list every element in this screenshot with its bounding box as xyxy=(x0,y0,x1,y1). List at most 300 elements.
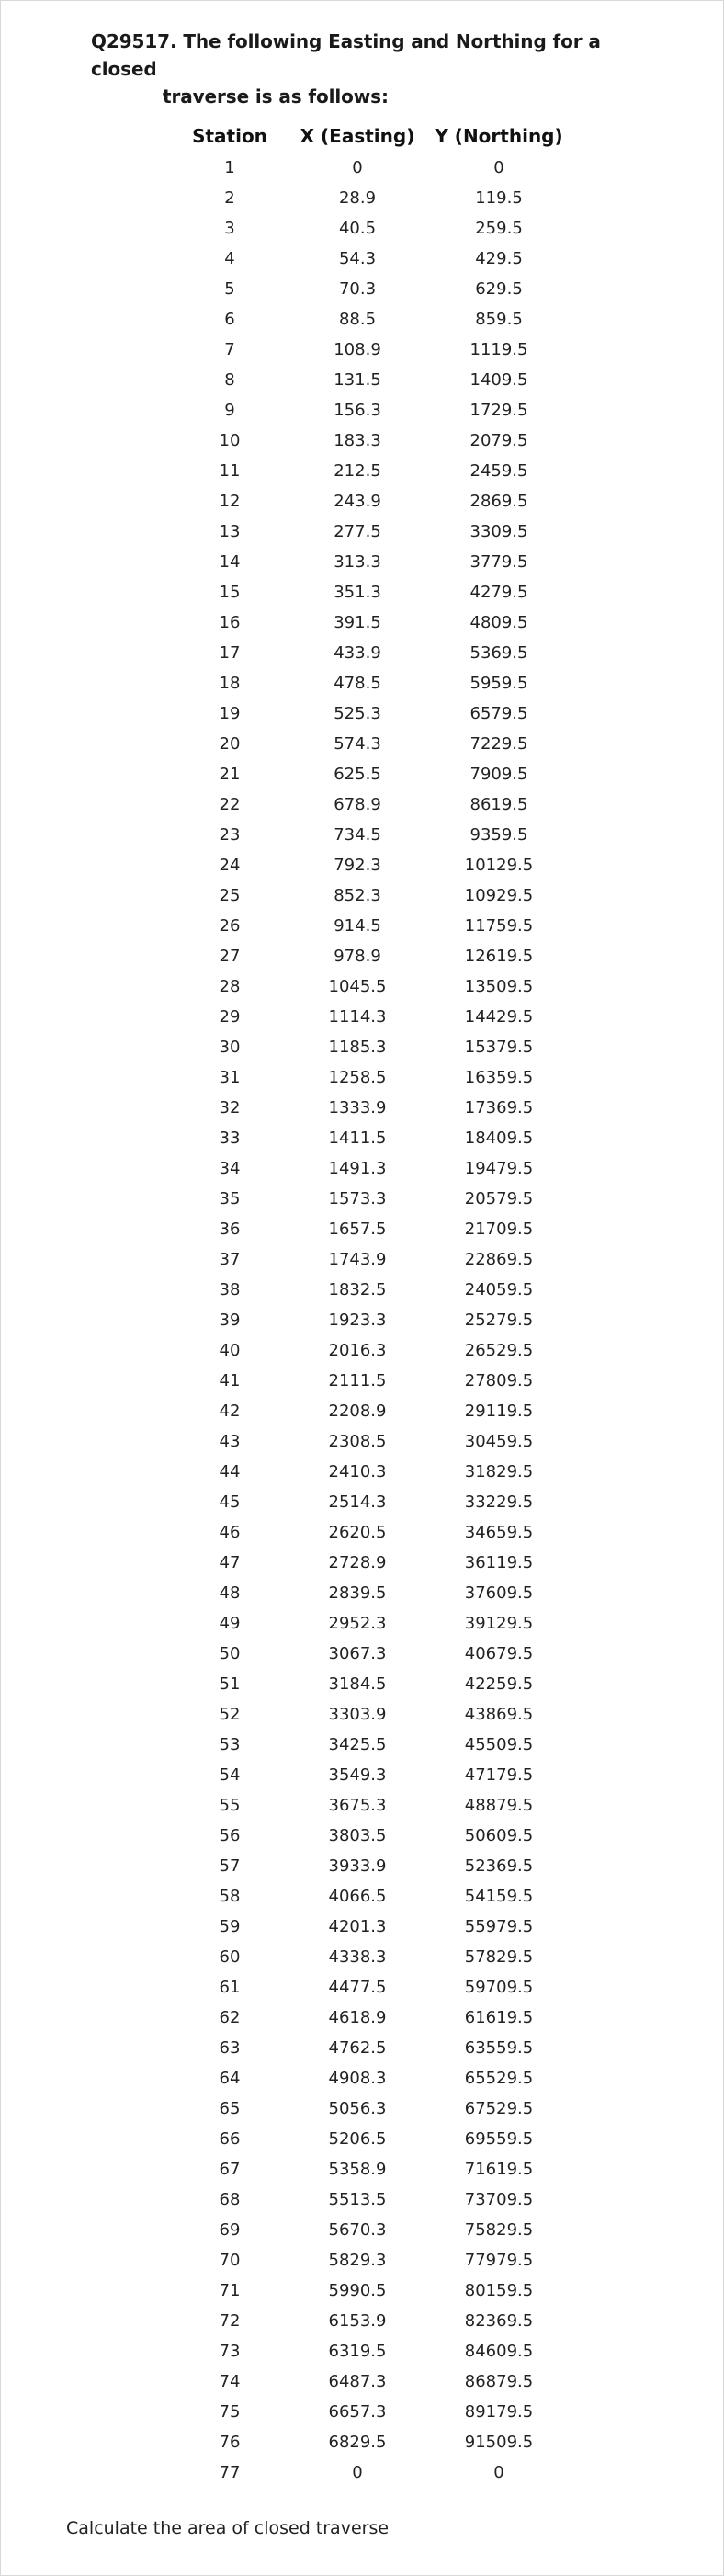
table-header-row xyxy=(179,119,563,153)
northing-cell: 0 xyxy=(493,2463,504,2482)
station-cell: 47 xyxy=(219,1553,241,1572)
station-cell: 48 xyxy=(219,1583,241,1603)
northing-cell: 11759.5 xyxy=(464,916,534,936)
station-cell: 31 xyxy=(219,1068,241,1087)
table-row xyxy=(179,2003,563,2033)
table-row xyxy=(179,2366,563,2397)
easting-cell: 88.5 xyxy=(338,310,377,329)
easting-cell: 6487.3 xyxy=(328,2372,387,2391)
easting-cell: 3933.9 xyxy=(328,1856,387,1876)
question-text xyxy=(91,28,642,110)
table-row xyxy=(179,1214,563,1244)
northing-cell: 50609.5 xyxy=(464,1826,534,1845)
easting-cell: 1743.9 xyxy=(328,1250,387,1269)
northing-cell: 16359.5 xyxy=(464,1068,534,1087)
northing-cell: 36119.5 xyxy=(464,1553,534,1572)
northing-cell: 24059.5 xyxy=(464,1280,534,1299)
easting-cell: 525.3 xyxy=(334,704,381,723)
easting-cell: 212.5 xyxy=(334,461,381,481)
table-row xyxy=(179,850,563,880)
station-cell: 45 xyxy=(219,1492,241,1512)
northing-cell: 5959.5 xyxy=(469,674,528,693)
station-cell: 69 xyxy=(219,2220,241,2240)
easting-cell: 5829.3 xyxy=(328,2251,387,2270)
easting-cell: 2410.3 xyxy=(328,1462,387,1481)
station-cell: 21 xyxy=(219,765,241,784)
easting-cell: 4762.5 xyxy=(328,2038,387,2058)
northing-cell: 33229.5 xyxy=(464,1492,534,1512)
station-cell: 25 xyxy=(219,886,241,905)
station-cell: 60 xyxy=(219,1947,241,1967)
table-row xyxy=(179,607,563,638)
station-cell: 43 xyxy=(219,1432,241,1451)
easting-cell: 391.5 xyxy=(334,613,381,632)
easting-cell: 6829.5 xyxy=(328,2433,387,2452)
northing-cell: 1119.5 xyxy=(469,340,528,359)
easting-cell: 1114.3 xyxy=(328,1007,387,1027)
station-cell: 36 xyxy=(219,1220,241,1239)
easting-cell: 478.5 xyxy=(334,674,381,693)
northing-cell: 10129.5 xyxy=(464,856,534,875)
table-row xyxy=(179,2306,563,2336)
easting-cell: 3803.5 xyxy=(328,1826,387,1845)
station-cell: 77 xyxy=(219,2463,241,2482)
station-cell: 63 xyxy=(219,2038,241,2058)
station-cell: 54 xyxy=(219,1765,241,1785)
table-row xyxy=(179,1912,563,1942)
table-row xyxy=(179,1457,563,1487)
northing-cell: 34659.5 xyxy=(464,1523,534,1542)
table-row xyxy=(179,1002,563,1032)
northing-cell: 80159.5 xyxy=(464,2281,534,2300)
easting-cell: 2111.5 xyxy=(328,1371,387,1390)
table-row xyxy=(179,1548,563,1578)
station-cell: 70 xyxy=(219,2251,241,2270)
northing-cell: 9359.5 xyxy=(469,825,528,845)
table-row xyxy=(179,1335,563,1366)
easting-cell: 433.9 xyxy=(334,643,381,663)
northing-cell: 69559.5 xyxy=(464,2129,534,2149)
easting-cell: 1045.5 xyxy=(328,977,387,996)
table-row xyxy=(179,1487,563,1517)
station-cell: 28 xyxy=(219,977,241,996)
table-row xyxy=(179,789,563,820)
table-row xyxy=(179,244,563,274)
station-cell: 16 xyxy=(219,613,241,632)
station-cell: 34 xyxy=(219,1159,241,1178)
northing-cell: 42259.5 xyxy=(464,1674,534,1694)
station-cell: 49 xyxy=(219,1614,241,1633)
easting-cell: 6153.9 xyxy=(328,2311,387,2331)
station-cell: 44 xyxy=(219,1462,241,1481)
table-row xyxy=(179,456,563,486)
table-row xyxy=(179,759,563,789)
easting-cell: 313.3 xyxy=(334,552,381,572)
station-cell: 9 xyxy=(224,401,235,420)
table-row xyxy=(179,395,563,426)
table-row xyxy=(179,1305,563,1335)
northing-cell: 3779.5 xyxy=(469,552,528,572)
station-cell: 26 xyxy=(219,916,241,936)
table-row xyxy=(179,1093,563,1123)
easting-cell: 40.5 xyxy=(338,219,377,238)
table-row xyxy=(179,213,563,244)
easting-cell: 2728.9 xyxy=(328,1553,387,1572)
station-cell: 35 xyxy=(219,1189,241,1209)
northing-cell: 18409.5 xyxy=(464,1129,534,1148)
station-cell: 29 xyxy=(219,1007,241,1027)
northing-cell: 859.5 xyxy=(475,310,523,329)
easting-cell: 3067.3 xyxy=(328,1644,387,1663)
station-cell: 52 xyxy=(219,1705,241,1724)
question-line-1: Q29517. The following Easting and Northing for a closed xyxy=(91,30,601,80)
northing-cell: 30459.5 xyxy=(464,1432,534,1451)
station-cell: 41 xyxy=(219,1371,241,1390)
station-cell: 51 xyxy=(219,1674,241,1694)
easting-cell: 4908.3 xyxy=(328,2069,387,2088)
table-row xyxy=(179,1275,563,1305)
easting-cell: 131.5 xyxy=(334,370,381,390)
easting-cell: 678.9 xyxy=(334,795,381,814)
northing-cell: 13509.5 xyxy=(464,977,534,996)
station-cell: 57 xyxy=(219,1856,241,1876)
northing-cell: 37609.5 xyxy=(464,1583,534,1603)
station-cell: 19 xyxy=(219,704,241,723)
easting-cell: 0 xyxy=(352,158,363,177)
station-cell: 2 xyxy=(224,188,235,208)
header-northing: Y (Northing) xyxy=(435,125,563,147)
table-body xyxy=(179,153,563,2488)
northing-cell: 29119.5 xyxy=(464,1401,534,1421)
easting-cell: 3184.5 xyxy=(328,1674,387,1694)
table-row xyxy=(179,274,563,304)
easting-cell: 243.9 xyxy=(334,492,381,511)
table-row xyxy=(179,1699,563,1730)
easting-cell: 852.3 xyxy=(334,886,381,905)
header-station: Station xyxy=(192,125,267,147)
northing-cell: 91509.5 xyxy=(464,2433,534,2452)
easting-cell: 1411.5 xyxy=(328,1129,387,1148)
northing-cell: 1729.5 xyxy=(469,401,528,420)
table-row xyxy=(179,2184,563,2215)
station-cell: 58 xyxy=(219,1887,241,1906)
table-row xyxy=(179,638,563,668)
easting-cell: 5206.5 xyxy=(328,2129,387,2149)
station-cell: 61 xyxy=(219,1978,241,1997)
header-easting: X (Easting) xyxy=(300,125,415,147)
northing-cell: 4279.5 xyxy=(469,583,528,602)
easting-cell: 3675.3 xyxy=(328,1796,387,1815)
northing-cell: 55979.5 xyxy=(464,1917,534,1936)
table-row xyxy=(179,911,563,941)
northing-cell: 22869.5 xyxy=(464,1250,534,1269)
table-row xyxy=(179,486,563,516)
table-row xyxy=(179,2397,563,2427)
table-row xyxy=(179,941,563,971)
easting-cell: 1491.3 xyxy=(328,1159,387,1178)
easting-cell: 734.5 xyxy=(334,825,381,845)
table-row xyxy=(179,1608,563,1639)
easting-cell: 108.9 xyxy=(334,340,381,359)
northing-cell: 57829.5 xyxy=(464,1947,534,1967)
table-row xyxy=(179,577,563,607)
table-row xyxy=(179,547,563,577)
northing-cell: 429.5 xyxy=(475,249,523,268)
northing-cell: 86879.5 xyxy=(464,2372,534,2391)
station-cell: 65 xyxy=(219,2099,241,2118)
station-cell: 50 xyxy=(219,1644,241,1663)
table-row xyxy=(179,2427,563,2457)
station-cell: 40 xyxy=(219,1341,241,1360)
easting-cell: 4477.5 xyxy=(328,1978,387,1997)
easting-cell: 4201.3 xyxy=(328,1917,387,1936)
table-row xyxy=(179,1821,563,1851)
table-row xyxy=(179,1578,563,1608)
easting-cell: 351.3 xyxy=(334,583,381,602)
easting-cell: 5358.9 xyxy=(328,2160,387,2179)
easting-cell: 1333.9 xyxy=(328,1098,387,1118)
table-row xyxy=(179,1184,563,1214)
station-cell: 59 xyxy=(219,1917,241,1936)
station-cell: 20 xyxy=(219,734,241,754)
table-row xyxy=(179,2336,563,2366)
table-row xyxy=(179,365,563,395)
easting-cell: 4338.3 xyxy=(328,1947,387,1967)
northing-cell: 54159.5 xyxy=(464,1887,534,1906)
table-row xyxy=(179,2245,563,2275)
instruction-text: Calculate the area of closed traverse xyxy=(66,2518,390,2538)
easting-cell: 2620.5 xyxy=(328,1523,387,1542)
easting-cell: 3303.9 xyxy=(328,1705,387,1724)
table-row xyxy=(179,1851,563,1881)
station-cell: 75 xyxy=(219,2402,241,2422)
station-cell: 27 xyxy=(219,947,241,966)
northing-cell: 84609.5 xyxy=(464,2342,534,2361)
table-row xyxy=(179,335,563,365)
station-cell: 71 xyxy=(219,2281,241,2300)
table-row xyxy=(179,1123,563,1153)
northing-cell: 52369.5 xyxy=(464,1856,534,1876)
northing-cell: 27809.5 xyxy=(464,1371,534,1390)
station-cell: 38 xyxy=(219,1280,241,1299)
table-row xyxy=(179,2094,563,2124)
table-row xyxy=(179,2457,563,2488)
northing-cell: 25279.5 xyxy=(464,1311,534,1330)
easting-cell: 156.3 xyxy=(334,401,381,420)
table-row xyxy=(179,1881,563,1912)
traverse-table xyxy=(179,119,563,2488)
easting-cell: 183.3 xyxy=(334,431,381,450)
easting-cell: 277.5 xyxy=(334,522,381,541)
station-cell: 76 xyxy=(219,2433,241,2452)
table-row xyxy=(179,1790,563,1821)
easting-cell: 2839.5 xyxy=(328,1583,387,1603)
northing-cell: 67529.5 xyxy=(464,2099,534,2118)
easting-cell: 1657.5 xyxy=(328,1220,387,1239)
station-cell: 53 xyxy=(219,1735,241,1754)
easting-cell: 5513.5 xyxy=(328,2190,387,2209)
station-cell: 66 xyxy=(219,2129,241,2149)
easting-cell: 625.5 xyxy=(334,765,381,784)
station-cell: 62 xyxy=(219,2008,241,2027)
easting-cell: 1832.5 xyxy=(328,1280,387,1299)
table-row xyxy=(179,698,563,729)
easting-cell: 3425.5 xyxy=(328,1735,387,1754)
table-row xyxy=(179,2124,563,2154)
northing-cell: 6579.5 xyxy=(469,704,528,723)
station-cell: 72 xyxy=(219,2311,241,2331)
easting-cell: 5990.5 xyxy=(328,2281,387,2300)
easting-cell: 4618.9 xyxy=(328,2008,387,2027)
easting-cell: 1185.3 xyxy=(328,1038,387,1057)
question-line-2: traverse is as follows: xyxy=(163,85,389,108)
easting-cell: 574.3 xyxy=(334,734,381,754)
table-row xyxy=(179,304,563,335)
northing-cell: 0 xyxy=(493,158,504,177)
northing-cell: 45509.5 xyxy=(464,1735,534,1754)
easting-cell: 0 xyxy=(352,2463,363,2482)
station-cell: 33 xyxy=(219,1129,241,1148)
northing-cell: 1409.5 xyxy=(469,370,528,390)
station-cell: 14 xyxy=(219,552,241,572)
station-cell: 32 xyxy=(219,1098,241,1118)
easting-cell: 2016.3 xyxy=(328,1341,387,1360)
station-cell: 64 xyxy=(219,2069,241,2088)
station-cell: 12 xyxy=(219,492,241,511)
northing-cell: 12619.5 xyxy=(464,947,534,966)
station-cell: 37 xyxy=(219,1250,241,1269)
station-cell: 18 xyxy=(219,674,241,693)
northing-cell: 19479.5 xyxy=(464,1159,534,1178)
northing-cell: 89179.5 xyxy=(464,2402,534,2422)
table-row xyxy=(179,1669,563,1699)
northing-cell: 59709.5 xyxy=(464,1978,534,1997)
station-cell: 74 xyxy=(219,2372,241,2391)
table-row xyxy=(179,1244,563,1275)
station-cell: 23 xyxy=(219,825,241,845)
easting-cell: 2208.9 xyxy=(328,1401,387,1421)
station-cell: 73 xyxy=(219,2342,241,2361)
table-row xyxy=(179,1426,563,1457)
northing-cell: 43869.5 xyxy=(464,1705,534,1724)
easting-cell: 6657.3 xyxy=(328,2402,387,2422)
easting-cell: 70.3 xyxy=(338,279,377,299)
easting-cell: 5056.3 xyxy=(328,2099,387,2118)
station-cell: 24 xyxy=(219,856,241,875)
station-cell: 4 xyxy=(224,249,235,268)
table-row xyxy=(179,2215,563,2245)
table-row xyxy=(179,1972,563,2003)
table-row xyxy=(179,1639,563,1669)
northing-cell: 31829.5 xyxy=(464,1462,534,1481)
station-cell: 13 xyxy=(219,522,241,541)
station-cell: 30 xyxy=(219,1038,241,1057)
station-cell: 67 xyxy=(219,2160,241,2179)
northing-cell: 82369.5 xyxy=(464,2311,534,2331)
station-cell: 42 xyxy=(219,1401,241,1421)
northing-cell: 63559.5 xyxy=(464,2038,534,2058)
table-row xyxy=(179,2063,563,2094)
northing-cell: 40679.5 xyxy=(464,1644,534,1663)
northing-cell: 17369.5 xyxy=(464,1098,534,1118)
table-row xyxy=(179,820,563,850)
station-cell: 11 xyxy=(219,461,241,481)
easting-cell: 978.9 xyxy=(334,947,381,966)
easting-cell: 54.3 xyxy=(338,249,377,268)
station-cell: 7 xyxy=(224,340,235,359)
table-row xyxy=(179,153,563,183)
northing-cell: 48879.5 xyxy=(464,1796,534,1815)
table-row xyxy=(179,668,563,698)
station-cell: 39 xyxy=(219,1311,241,1330)
northing-cell: 14429.5 xyxy=(464,1007,534,1027)
table-row xyxy=(179,971,563,1002)
easting-cell: 1258.5 xyxy=(328,1068,387,1087)
station-cell: 3 xyxy=(224,219,235,238)
easting-cell: 2308.5 xyxy=(328,1432,387,1451)
table-row xyxy=(179,516,563,547)
northing-cell: 47179.5 xyxy=(464,1765,534,1785)
station-cell: 55 xyxy=(219,1796,241,1815)
easting-cell: 914.5 xyxy=(334,916,381,936)
station-cell: 46 xyxy=(219,1523,241,1542)
northing-cell: 5369.5 xyxy=(469,643,528,663)
northing-cell: 77979.5 xyxy=(464,2251,534,2270)
northing-cell: 73709.5 xyxy=(464,2190,534,2209)
northing-cell: 4809.5 xyxy=(469,613,528,632)
station-cell: 1 xyxy=(224,158,235,177)
easting-cell: 792.3 xyxy=(334,856,381,875)
station-cell: 17 xyxy=(219,643,241,663)
table-row xyxy=(179,2033,563,2063)
table-row xyxy=(179,729,563,759)
northing-cell: 75829.5 xyxy=(464,2220,534,2240)
northing-cell: 65529.5 xyxy=(464,2069,534,2088)
northing-cell: 3309.5 xyxy=(469,522,528,541)
table-row xyxy=(179,880,563,911)
northing-cell: 8619.5 xyxy=(469,795,528,814)
table-row xyxy=(179,426,563,456)
easting-cell: 28.9 xyxy=(338,188,377,208)
station-cell: 10 xyxy=(219,431,241,450)
station-cell: 68 xyxy=(219,2190,241,2209)
easting-cell: 4066.5 xyxy=(328,1887,387,1906)
table-row xyxy=(179,2154,563,2184)
easting-cell: 2514.3 xyxy=(328,1492,387,1512)
northing-cell: 71619.5 xyxy=(464,2160,534,2179)
northing-cell: 119.5 xyxy=(475,188,523,208)
easting-cell: 2952.3 xyxy=(328,1614,387,1633)
northing-cell: 26529.5 xyxy=(464,1341,534,1360)
table-row xyxy=(179,183,563,213)
northing-cell: 2459.5 xyxy=(469,461,528,481)
northing-cell: 2079.5 xyxy=(469,431,528,450)
station-cell: 8 xyxy=(224,370,235,390)
northing-cell: 7909.5 xyxy=(469,765,528,784)
northing-cell: 2869.5 xyxy=(469,492,528,511)
table-row xyxy=(179,1366,563,1396)
easting-cell: 3549.3 xyxy=(328,1765,387,1785)
easting-cell: 1923.3 xyxy=(328,1311,387,1330)
station-cell: 5 xyxy=(224,279,235,299)
table-row xyxy=(179,2275,563,2306)
easting-cell: 1573.3 xyxy=(328,1189,387,1209)
station-cell: 15 xyxy=(219,583,241,602)
northing-cell: 15379.5 xyxy=(464,1038,534,1057)
table-row xyxy=(179,1517,563,1548)
table-row xyxy=(179,1730,563,1760)
northing-cell: 10929.5 xyxy=(464,886,534,905)
